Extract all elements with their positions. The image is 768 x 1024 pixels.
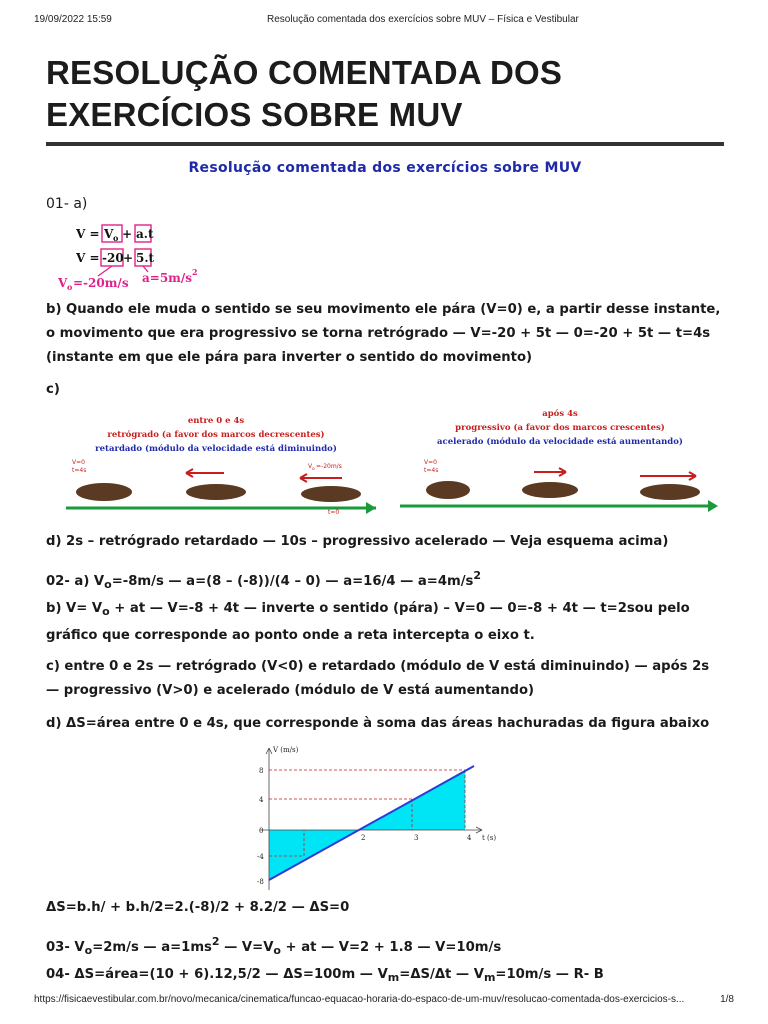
scene-left-t4-label: t=4s: [72, 467, 87, 474]
scene-right-v0-label: V=0: [424, 459, 437, 466]
x-tick-2: 2: [361, 834, 366, 842]
formula-line1-prefix: V =: [76, 227, 100, 241]
q01c-label: c): [46, 382, 60, 397]
formula-plus2: +: [123, 251, 134, 265]
animal-2: [186, 484, 246, 500]
q02a-text: [46, 564, 726, 597]
q02a-mid: =-8m/s — a=(8 – (-8))/(4 – 0) — a=16/4 — a=4m/s: [111, 574, 474, 589]
scene-right-animals: [426, 481, 700, 500]
scene-right-ground-arrow: [708, 500, 718, 512]
formula-image: [56, 222, 206, 292]
q04-p2: =ΔS/Δt — V: [399, 967, 484, 982]
formula-v0-sub: o: [113, 233, 119, 243]
scene-left-line3: retardado (módulo da velocidade está diminuindo): [95, 444, 337, 454]
print-date: 19/09/2022 15:59: [34, 14, 112, 25]
y-tick-m8: -8: [257, 878, 264, 886]
animal-3: [301, 486, 361, 502]
page-title-line2: EXERCÍCIOS SOBRE MUV: [46, 96, 463, 133]
print-doc-title: Resolução comentada dos exercícios sobre MUV – Física e Vestibular: [267, 14, 579, 25]
formula-plus1: +: [122, 227, 133, 241]
q01a-label: 01- a): [46, 196, 88, 212]
animal-4: [426, 481, 470, 499]
formula-v0: V: [104, 227, 114, 241]
scene-left-image: [66, 408, 386, 520]
scene-left-v0-label: V=0: [72, 459, 85, 466]
scene-left-t0-label: t=0: [328, 509, 340, 516]
q03-p3: — V=V: [219, 940, 274, 955]
scene-left-animals: [76, 483, 361, 502]
graph-ylabel: V (m/s): [273, 746, 299, 754]
page-title: [46, 52, 686, 136]
formula-line2-prefix: V =: [76, 251, 100, 265]
formula-minus20: -20: [102, 251, 124, 265]
scene-left-vo-val: =-20m/s: [316, 463, 342, 470]
q02a-sub: o: [104, 578, 112, 591]
delta-s-text: ΔS=b.h/ + b.h/2=2.(-8)/2 + 8.2/2 — ΔS=0: [46, 900, 350, 915]
scene-right-t4-label: t=4s: [424, 467, 439, 474]
q04-p3: =10m/s — R- B: [495, 967, 604, 982]
q02b-post: + at — V=-8 + 4t — inverte o sentido (pára) – V=0 — 0=-8 + 4t — t=2sou pelo gráfico que corresponde ao ponto onde a reta intercepta o eixo t.: [46, 601, 690, 643]
scene-right-line1: após 4s: [542, 409, 578, 419]
q01d-text: d) 2s – retrógrado retardado — 10s – progressivo acelerado — Veja esquema acima): [46, 534, 669, 549]
formula-v0-label-sub: o: [67, 282, 73, 292]
title-divider: [46, 142, 724, 146]
animal-6: [640, 484, 700, 500]
y-tick-8: 8: [259, 767, 264, 775]
q03-s2: o: [273, 944, 281, 957]
q02b-text: [46, 597, 726, 648]
q02a-sup: 2: [473, 569, 482, 582]
scene-left-line1: entre 0 e 4s: [187, 416, 245, 426]
q03-s1: o: [84, 944, 93, 957]
q02b-sub: o: [102, 605, 110, 618]
formula-v0-label-val: =-20m/s: [73, 276, 129, 290]
scene-left-ground-arrow: [366, 502, 376, 514]
x-tick-4: 4: [467, 834, 472, 842]
page-number: 1/8: [720, 994, 734, 1005]
print-footer: [34, 994, 734, 1005]
q02d-text: d) ΔS=área entre 0 e 4s, que corresponde à soma das áreas hachuradas da figura abaixo: [46, 716, 710, 731]
scene-right-image: [400, 408, 722, 520]
animal-5: [522, 482, 578, 498]
print-header: [34, 14, 734, 25]
q02b-pre: b) V= V: [46, 601, 103, 616]
y-tick-m4: -4: [257, 853, 264, 861]
footer-url[interactable]: https://fisicaevestibular.com.br/novo/mecanica/cinematica/funcao-equacao-horaria-do-espaco-de-um-muv/resolucao-comentada-dos-exercicios-s...: [34, 994, 684, 1005]
q01b-text: b) Quando ele muda o sentido se seu movimento ele pára (V=0) e, a partir desse instante, o movimento que era progressivo se torna retrógrado — V=-20 + 5t — 0=-20 + 5t — t=4s (instante em que ele pára para inverter o sentido do movimento): [46, 302, 721, 365]
formula-arrow-left: [98, 266, 112, 276]
page-title-line1: RESOLUÇÃO COMENTADA DOS: [46, 54, 563, 91]
scene-left-vo-label: V: [308, 463, 313, 470]
q04-text: [46, 963, 726, 990]
article-subtitle: Resolução comentada dos exercícios sobre MUV: [188, 160, 582, 176]
q02c-text: c) entre 0 e 2s — retrógrado (V<0) e retardado (módulo de V está diminuindo) — após 2s — progressivo (V>0) e acelerado (módulo de V está aumentando): [46, 659, 710, 698]
formula-v0-label: V: [58, 276, 68, 290]
formula-a-label: a=5m/s: [142, 271, 193, 285]
graph-xlabel: t (s): [482, 834, 497, 842]
velocity-graph: [254, 742, 504, 892]
q02a-pre: 02- a) V: [46, 574, 105, 589]
scene-left-line2: retrógrado (a favor dos marcos decrescentes): [107, 430, 325, 440]
animal-1: [76, 483, 132, 501]
x-tick-3: 3: [414, 834, 419, 842]
q03-p1: 03- V: [46, 940, 85, 955]
scene-left-vo-sub: o: [312, 467, 315, 472]
q04-p1: 04- ΔS=área=(10 + 6).12,5/2 — ΔS=100m — V: [46, 967, 388, 982]
q03-p4: + at — V=2 + 1.8 — V=10m/s: [280, 940, 502, 955]
formula-a-label-sup: 2: [192, 267, 198, 277]
formula-at: a.t: [136, 227, 154, 241]
q03-text: [46, 930, 726, 963]
q03-p2: =2m/s — a=1ms: [92, 940, 212, 955]
q03-sup: 2: [211, 935, 220, 948]
scene-right-line2: progressivo (a favor dos marcos crescentes): [455, 423, 665, 433]
scene-right-line3: acelerado (módulo da velocidade está aumentando): [437, 437, 683, 447]
y-tick-0: 0: [259, 827, 264, 835]
q04-s1: m: [387, 971, 400, 984]
y-tick-4: 4: [259, 796, 264, 804]
q04-s2: m: [483, 971, 496, 984]
formula-5t: 5.t: [136, 251, 155, 265]
